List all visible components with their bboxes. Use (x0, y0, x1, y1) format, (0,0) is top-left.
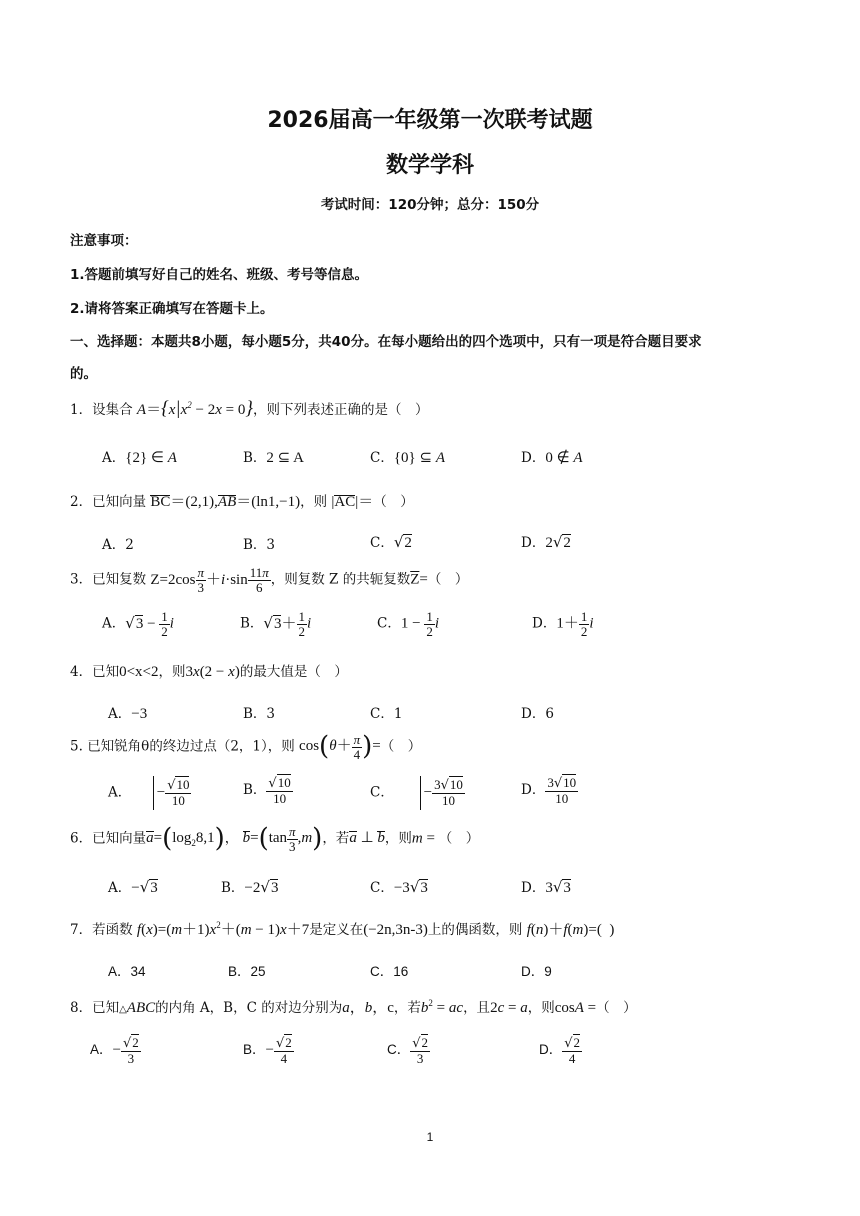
question-4-option-d: D．6 (521, 706, 554, 722)
question-1-option-a: A．{2} ∈ A (102, 450, 177, 466)
question-6-option-d: D．3√3 (521, 878, 571, 896)
question-4-option-c: C．1 (370, 706, 403, 722)
question-4-stem-prefix: 已知 (92, 664, 120, 680)
question-5-expression: cos(θ＋ $\frac{\pi}{4}$ )= (299, 731, 381, 762)
question-7-interval: (−2n,3n-3) (363, 922, 428, 938)
question-8-option-c: C． $\frac{√2}{3}$ (387, 1035, 429, 1066)
question-1-number: 1． (70, 402, 93, 418)
question-4-stem-mid: ，则 (158, 664, 186, 680)
question-8-cond-1: $b^2$ = ac (420, 998, 464, 1016)
question-6-stem-end: （ ） (438, 830, 480, 847)
section-1-line-2: 的。 (70, 366, 97, 382)
question-3-stem-end: （ ） (427, 571, 469, 588)
question-2 (70, 490, 414, 511)
question-2-option-c: C．√2 (370, 533, 412, 551)
question-2-option-d: D．2√2 (521, 533, 571, 551)
question-7-option-c: C．16 (370, 964, 409, 979)
question-2-vectors: BC＝(2,1),AB＝(ln1,−1) (150, 494, 301, 510)
question-1-option-d: D．0 ∉ A (521, 450, 583, 466)
question-8-sides: a，b，c (342, 1000, 394, 1016)
question-6-unknown: m (411, 830, 423, 847)
question-7-option-d: D．9 (521, 964, 552, 979)
question-8-stem-end: （ ） (596, 1000, 637, 1016)
question-1-stem-suffix: ，则下列表述正确的是（ ） (252, 402, 429, 418)
notes-item-1: 1.答题前填写好自己的姓名、班级、考号等信息。 (70, 267, 369, 283)
section-1-line-1: 一、选择题：本题共8小题，每小题5分，共40分。在每小题给出的四个选项中，只有一项是符合题目要求 (70, 334, 702, 350)
question-5-option-a: A． − $\frac{√10}{10}$ (108, 777, 190, 808)
question-6-vector-b: b=(tan $\frac{\pi}{3}$ ,m) (242, 823, 323, 854)
question-6: 6．已知向量$a=(\log_28,1)$， b=(tan $\frac{\pi}{3}$ ,m)，若a ⊥ b，则m = （ ） (70, 823, 480, 854)
question-4-stem-end: 的最大值是（ ） (239, 664, 348, 680)
question-6-option-a: A．−√3 (108, 878, 158, 896)
question-5-stem-prefix: 已知锐角θ的终边过点（2，1），则 (87, 738, 295, 755)
exam-subject: 数学学科 (385, 153, 474, 178)
question-8-stem-prefix: 已知 (92, 1000, 120, 1016)
question-3-expression: Z=2cos $\frac{\pi}{3}$ ＋i·sin $\frac{11\pi}{6}$ (150, 565, 269, 595)
question-6-number: 6． (70, 830, 93, 847)
question-7-stem-prefix: 若函数 (92, 922, 133, 938)
question-2-number: 2． (70, 494, 93, 510)
question-4 (70, 660, 348, 681)
question-6-perpendicular: a ⊥ b (349, 830, 385, 847)
question-8-option-b: B．− $\frac{√2}{4}$ (243, 1035, 292, 1066)
question-2-stem-prefix: 已知向量 (92, 494, 147, 510)
question-3: 3．已知复数 Z=2cos $\frac{\pi}{3}$ ＋i·sin $\frac{11\pi}{6}$ ，则复数 Z 的共轭复数$\overline{Z}=$（ ） (70, 565, 469, 595)
question-2-option-b: B．3 (243, 537, 276, 553)
question-5-number: 5. (70, 738, 83, 755)
question-8-number: 8． (70, 1000, 93, 1016)
question-4-option-b: B．3 (243, 706, 276, 722)
question-2-magnitude: |AC|＝ (331, 494, 374, 510)
question-7-function: $f(x)=(m+1)x^2+(m - 1)x+7$ (136, 920, 310, 938)
question-8: 8．已知△ABC的内角 A，B，C 的对边分别为a，b，c，若$b^2$ = ac，且2c = a，则cosA =（ ） (70, 998, 637, 1016)
question-1 (70, 398, 428, 420)
question-4-option-a: A．−3 (108, 706, 148, 722)
question-3-option-d: D．1＋ $\frac{1}{2}$ i (532, 609, 594, 639)
question-7-stem-mid-2: 上的偶函数，则 (427, 922, 523, 938)
question-1-option-c: C．{0} ⊆ A (370, 450, 445, 466)
question-7-target: f(n)＋f(m)=( ) (526, 922, 615, 938)
question-8-option-a: A．− $\frac{√2}{3}$ (90, 1035, 139, 1066)
page-number: 1 (426, 1130, 434, 1144)
question-1-stem-prefix: 设集合 (92, 402, 133, 418)
question-8-triangle: △ABC (119, 1000, 156, 1016)
question-8-option-d: D． $\frac{√2}{4}$ (539, 1035, 581, 1066)
question-1-option-b: B．2 ⊆ A (243, 450, 304, 466)
notes-heading: 注意事项： (70, 233, 138, 249)
question-5 (70, 732, 421, 762)
question-6-vector-a: $a=(\log_28,1)$ (146, 824, 225, 854)
question-4-expression: 3x(2 − x) (185, 664, 240, 680)
question-5-stem-end: （ ） (380, 738, 422, 755)
question-7-option-b: B．25 (228, 964, 266, 979)
question-8-target: cosA = (554, 1000, 597, 1016)
question-2-stem-suffix: ，则 (300, 494, 328, 510)
question-5-option-c: C． − $\frac{3√10}{10}$ (370, 777, 463, 808)
question-4-condition: 0<x<2 (119, 664, 159, 680)
question-3-option-b: B．√3＋ $\frac{1}{2}$ i (240, 609, 312, 639)
question-3-conjugate: $\overline{Z}$ (410, 571, 420, 588)
question-1-set: $A=\{x|x^2 - 2x = 0\}$ (136, 398, 253, 419)
question-3-number: 3． (70, 571, 93, 588)
notes-item-2: 2.请将答案正确填写在答题卡上。 (70, 301, 274, 317)
question-8-cond-2: 2c = a (490, 1000, 528, 1016)
question-2-option-a: A．2 (102, 537, 134, 553)
question-6-option-c: C．−3√3 (370, 878, 428, 896)
question-3-stem-prefix: 已知复数 (92, 571, 147, 588)
question-3-option-a: A．√3 − $\frac{1}{2}$ i (102, 609, 174, 639)
question-2-stem-end: （ ） (373, 494, 414, 510)
question-6-option-b: B．−2√3 (221, 878, 279, 896)
question-5-option-b: B． $\frac{√10}{10}$ (243, 775, 291, 806)
question-7-stem-mid: 是定义在 (309, 922, 364, 938)
question-7 (70, 918, 614, 939)
question-3-option-c: C．1 − $\frac{1}{2}$ i (377, 609, 439, 639)
question-7-option-a: A．34 (108, 964, 146, 979)
exam-title: 2026届高一年级第一次联考试题 (267, 108, 593, 133)
question-6-stem-prefix: 已知向量 (92, 830, 147, 847)
question-5-option-d: D． $\frac{3√10}{10}$ (521, 775, 577, 806)
question-3-stem-mid: ，则复数 Z 的共轭复数 (270, 571, 411, 588)
exam-info: 考试时间：120分钟；总分：150分 (320, 197, 540, 213)
question-4-number: 4． (70, 664, 93, 680)
question-7-number: 7． (70, 922, 93, 938)
